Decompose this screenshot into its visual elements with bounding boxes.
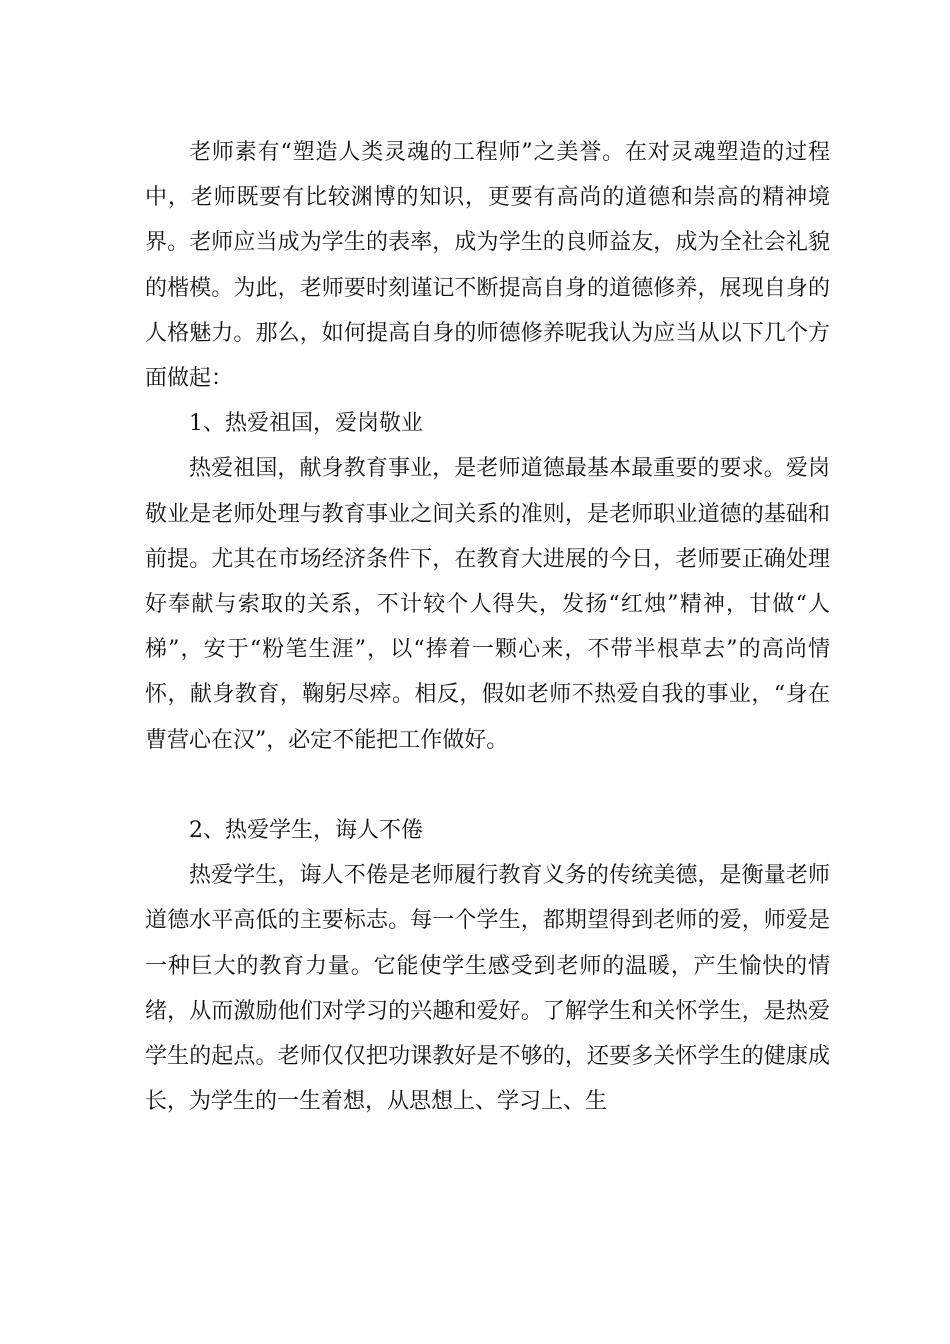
section-heading-1: 1、热爱祖国，爱岗敬业 xyxy=(189,411,423,437)
intro-paragraph: 老师素有“塑造人类灵魂的工程师”之美誉。在对灵魂塑造的过程中，老师既要有比较渊博的知识，更要有高尚的道德和崇高的精神境界。老师应当成为学生的表率，成为学生的良师益友，成为全社会礼貌的楷模。为此，老师要时刻谨记不断提高自身的道德修养，展现自身的人格魅力。那么，如何提高自身的师德修养呢我认为应当从以下几个方面做起： xyxy=(145,140,830,392)
section-1-paragraph: 热爱祖国，献身教育事业，是老师道德最基本最重要的要求。爱岗敬业是老师处理与教育事业之间关系的准则，是老师职业道德的基础和前提。尤其在市场经济条件下，在教育大进展的今日，老师要正确处理好奉献与索取的关系，不计较个人得失，发扬“红烛”精神，甘做“人梯”，安于“粉笔生涯”，以“捧着一颗心来，不带半根草去”的高尚情怀，献身教育，鞠躬尽瘁。相反，假如老师不热爱自我的事业，“身在曹营心在汉”，必定不能把工作做好。 xyxy=(145,456,830,753)
paragraph-spacer xyxy=(145,763,830,808)
section-2-paragraph: 热爱学生，诲人不倦是老师履行教育义务的传统美德，是衡量老师道德水平高低的主要标志。每一个学生，都期望得到老师的爱，师爱是一种巨大的教育力量。它能使学生感受到老师的温暖，产生愉快的情绪，从而激励他们对学习的兴趣和爱好。了解学生和关怀学生，是热爱学生的起点。老师仅仅把功课教好是不够的，还要多关怀学生的健康成长，为学生的一生着想，从思想上、学习上、生 xyxy=(145,863,830,1115)
section-heading-2: 2、热爱学生，诲人不倦 xyxy=(189,818,423,844)
document-body xyxy=(145,130,830,1124)
